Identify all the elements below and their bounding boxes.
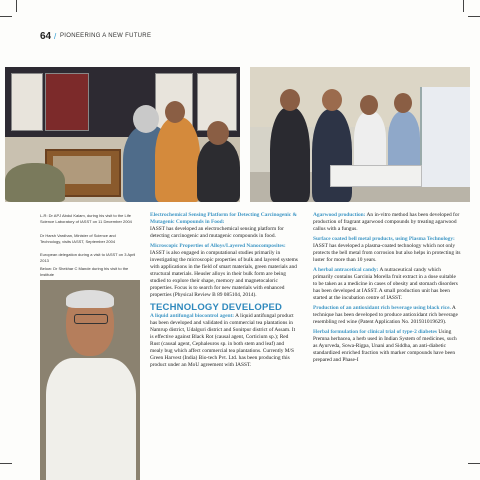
paragraph-text: IASST has developed a plasma-coated technology which not only protects the bell metal from corrosion but also helps in protecting its luster for more than 10 years. bbox=[313, 243, 461, 263]
subsection-heading: Electrochemical Sensing Platform for Detecting Carcinogenic & Mutagenic Compounds in Food: bbox=[150, 212, 298, 225]
photo-minister-visit bbox=[250, 67, 470, 202]
crop-mark bbox=[463, 0, 464, 12]
photo-caption: European delegation during a visit to IASST on 3 April 2013 bbox=[40, 252, 136, 263]
photo-portrait bbox=[40, 280, 140, 480]
body-column-right bbox=[313, 212, 461, 367]
paragraph-text: IASST is also engaged in computational studies primarily in investigating the microscopic properties of bulk and layered systems with applications in the field of smart materials, green materials and structural materials. Heusler alloys in their bulk form are being studied to explore their shape, memory and magnetocaloric properties. Focus is to search for new materials with enhanced properties (Physical Review B 89 085104, 2014). bbox=[150, 250, 298, 298]
body-paragraph bbox=[313, 236, 461, 264]
photo-caption: Below: Dr Shekhar C Mande during his visit to the Institute bbox=[40, 266, 129, 277]
paragraph-text: Using Premna herbacea, a herb used in Indian System of medicines, such as Ayurveda, Sowa-Rigpa, Unani and Siddha, an anti-diabetic standardized enriched fraction with marker compounds have been prepared and Phase-I bbox=[313, 329, 457, 363]
paragraph-text: A liquid antifungal product has been developed and validated in commercial tea plantations in Namrup district, Udalguri district and Sonitpur district of Assam. It is effective against Black Rot (causal agent, Corticium sp.); Red Rust (causal agent, Cephaleuros sp. in both stem and leaf) and mealy bug which affect commercial tea plantations. Currently M/S Green Harvest (India) Bio-tech Pvt. Ltd. has been producing this product under an MoU agreement with IASST. bbox=[150, 313, 296, 368]
body-paragraph bbox=[313, 267, 461, 302]
photo-kalam-visit bbox=[5, 67, 240, 202]
paragraph-text: A nutraceutical candy which primarily contains Garcinia Morella fruit extract in a dose suitable to be taken as a medicine in cases of obesity and stomach disorders has been developed at IASST. A small production unit has been started at the incubation centre of IASST. bbox=[313, 267, 458, 301]
body-paragraph bbox=[313, 212, 461, 233]
photo-caption: Dr Harsh Vardhan, Minister of Science and Technology, visits IASST, September 2004 bbox=[40, 233, 116, 244]
subsection-heading: Production of an antioxidant rich beverage using black rice. bbox=[313, 305, 451, 311]
body-paragraph bbox=[150, 243, 298, 299]
crop-mark bbox=[468, 463, 480, 464]
subsection-heading: Agarwood production: bbox=[313, 212, 366, 218]
body-paragraph bbox=[150, 313, 298, 369]
section-heading: TECHNOLOGY DEVELOPED bbox=[150, 302, 283, 313]
subsection-heading: A liquid antifungal biocontrol agent: bbox=[150, 313, 235, 319]
subsection-heading: Microscopic Properties of Alloys/Layered Nanocomposites: bbox=[150, 243, 286, 249]
body-paragraph bbox=[313, 305, 461, 326]
photo-caption: L-R: Dr APJ Abdul Kalam, during his visit to the Life Science Laboratory of IASST on 11 December 2004 bbox=[40, 213, 132, 224]
header-separator: / bbox=[54, 32, 57, 41]
crop-mark bbox=[16, 0, 17, 12]
subsection-heading: A herbal antracetical candy: bbox=[313, 267, 379, 273]
page-number: 64 bbox=[40, 31, 52, 42]
body-paragraph: IASST has developed an electrochemical sensing platform for detecting carcinogenic and mutagenic compounds in food. bbox=[150, 226, 284, 239]
paragraph-text: An in-vitro method has been developed for production of fragrant agarwood compounds by treating agarwood callus with a fungus. bbox=[313, 212, 460, 232]
page-header bbox=[40, 31, 460, 45]
paragraph-text: A technique has been developed to produce antioxidant rich beverage resembling red wine (Patent Application No. 201931019629). bbox=[313, 305, 458, 325]
subsection-heading: Surface coated bell metal products, using Plasma Technology: bbox=[313, 236, 455, 242]
subsection-heading: Herbal formulation for clinical trial of type-2 diabetes bbox=[313, 329, 438, 335]
crop-mark bbox=[0, 16, 12, 17]
section-title: PIONEERING A NEW FUTURE bbox=[60, 33, 152, 39]
crop-mark bbox=[0, 463, 12, 464]
body-column-middle bbox=[150, 212, 298, 372]
body-paragraph bbox=[313, 329, 461, 364]
crop-mark bbox=[468, 16, 480, 17]
